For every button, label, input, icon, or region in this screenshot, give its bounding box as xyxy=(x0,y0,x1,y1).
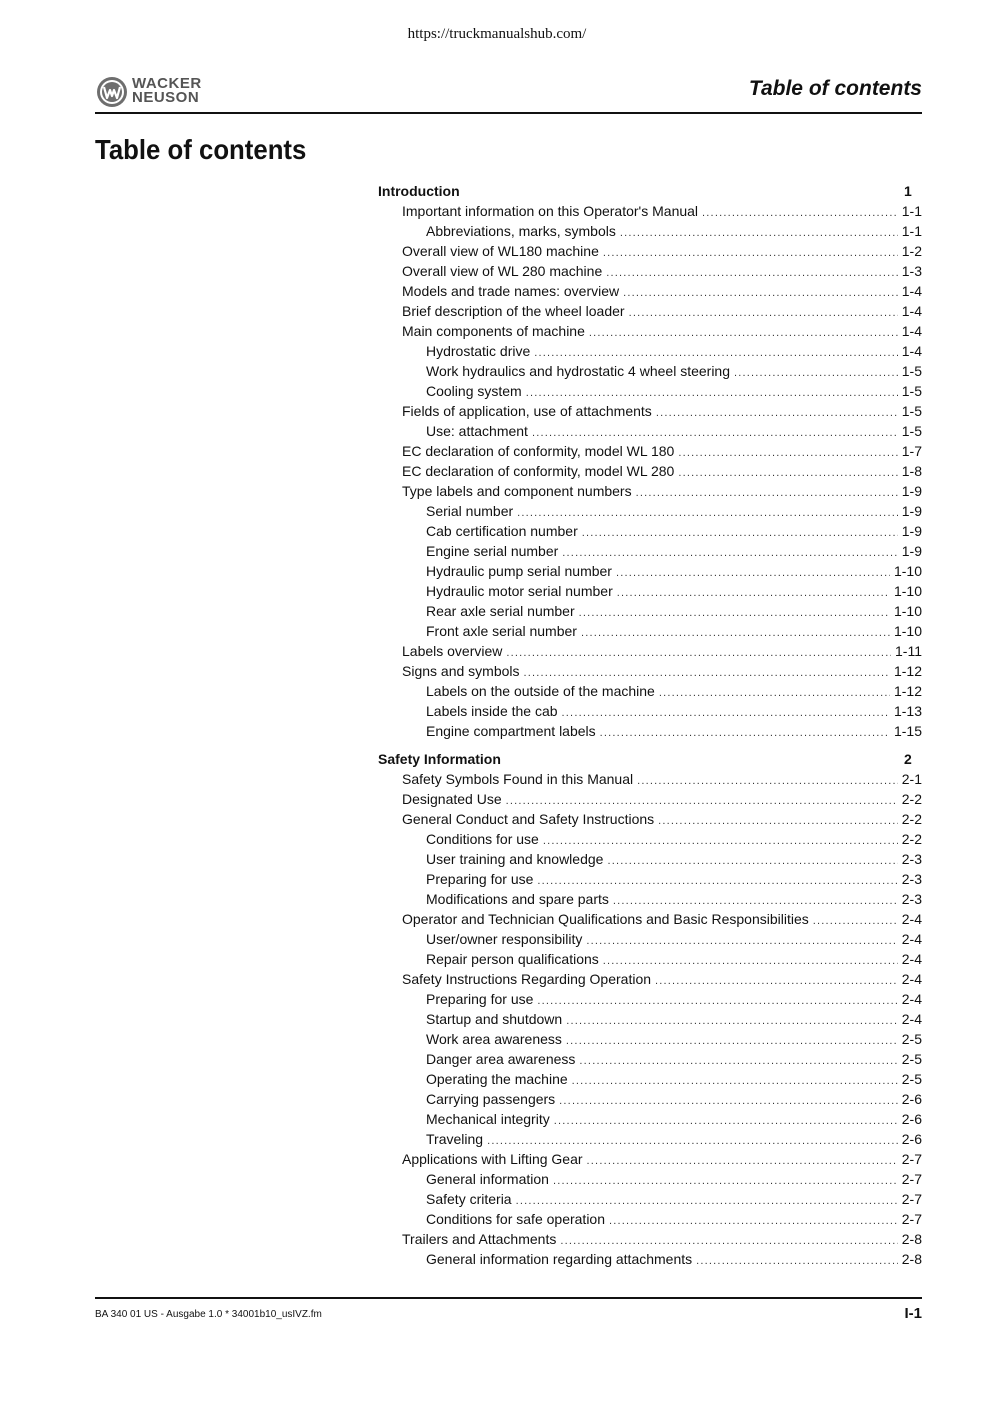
toc-entry-page: 2-4 xyxy=(901,931,922,947)
dot-leader xyxy=(537,871,897,889)
dot-leader xyxy=(587,1151,898,1169)
toc-entry-title: Designated Use xyxy=(402,791,502,807)
toc-entry-page: 1-4 xyxy=(901,303,922,319)
toc-entry[interactable] xyxy=(378,1209,922,1229)
toc-entry[interactable] xyxy=(378,421,922,441)
toc-entry-page: 1-4 xyxy=(901,323,922,339)
page-title: Table of contents xyxy=(95,134,307,165)
toc-entry-title: Safety Instructions Regarding Operation xyxy=(402,971,652,987)
toc-entry-title: Conditions for safe operation xyxy=(426,1211,605,1227)
toc-entry-title: General Conduct and Safety Instructions xyxy=(402,811,655,827)
toc-entry[interactable] xyxy=(378,1109,922,1129)
toc-entry-page: 1-8 xyxy=(901,463,922,479)
toc-entry-title: Preparing for use xyxy=(426,991,534,1007)
toc-entry[interactable] xyxy=(378,621,922,641)
source-url: https://truckmanualshub.com/ xyxy=(407,26,587,42)
dot-leader xyxy=(658,811,898,829)
dot-leader xyxy=(616,563,890,581)
toc-entry-page: 2-8 xyxy=(901,1251,922,1267)
toc-entry-title: Trailers and Attachments xyxy=(402,1231,557,1247)
toc-entry[interactable] xyxy=(378,501,922,521)
toc-entry-page: 2-1 xyxy=(901,771,922,787)
toc-entry[interactable] xyxy=(378,1089,922,1109)
dot-leader xyxy=(637,771,898,789)
toc-entry-page: 2-4 xyxy=(901,1011,922,1027)
toc-entry[interactable] xyxy=(378,681,922,701)
toc-entry-page: 1-9 xyxy=(901,523,922,539)
toc-entry-title: Conditions for use xyxy=(426,831,539,847)
toc-entry[interactable] xyxy=(378,241,922,261)
dot-leader xyxy=(506,791,898,809)
dot-leader xyxy=(517,503,898,521)
toc-entry-page: 1-10 xyxy=(893,583,922,599)
toc-entry-page: 2-2 xyxy=(901,811,922,827)
toc-entry-title: EC declaration of conformity, model WL 280 xyxy=(402,463,675,479)
toc-entry[interactable] xyxy=(378,461,922,481)
toc-entry[interactable] xyxy=(378,1249,922,1269)
toc-entry-page: 1-11 xyxy=(895,643,922,659)
toc-entry-title: Overall view of WL 280 machine xyxy=(402,263,603,279)
toc-entry-title: User training and knowledge xyxy=(426,851,604,867)
toc-entry-page: 1-15 xyxy=(893,723,922,739)
toc-entry-page: 1-1 xyxy=(901,203,922,219)
toc-entry-title: Safety criteria xyxy=(426,1191,512,1207)
dot-leader xyxy=(589,323,898,341)
toc-entry[interactable] xyxy=(378,221,922,241)
dot-leader xyxy=(702,203,898,221)
toc-entry[interactable] xyxy=(378,849,922,869)
toc-entry-page: 1-5 xyxy=(901,383,922,399)
toc-entry-page: 2-6 xyxy=(901,1111,922,1127)
toc-entry-title: EC declaration of conformity, model WL 180 xyxy=(402,443,675,459)
toc-entry[interactable] xyxy=(378,341,922,361)
toc-entry-title: Hydraulic motor serial number xyxy=(426,583,613,599)
dot-leader xyxy=(813,911,898,929)
toc-entry-page: 2-6 xyxy=(901,1131,922,1147)
toc-entry[interactable] xyxy=(378,869,922,889)
footer-rule xyxy=(95,1297,922,1299)
toc-entry[interactable] xyxy=(378,361,922,381)
toc-entry[interactable] xyxy=(378,521,922,541)
toc-entry[interactable] xyxy=(378,701,922,721)
toc-entry-title: Engine serial number xyxy=(426,543,559,559)
toc-entry[interactable] xyxy=(378,969,922,989)
toc-entry[interactable] xyxy=(378,929,922,949)
dot-leader xyxy=(560,1231,897,1249)
dot-leader xyxy=(487,1131,898,1149)
toc-entry[interactable] xyxy=(378,989,922,1009)
toc-entry-page: 1-12 xyxy=(893,683,922,699)
wacker-neuson-logo xyxy=(96,76,226,110)
toc-entry-page: 1-1 xyxy=(901,223,922,239)
dot-leader xyxy=(534,343,898,361)
toc-entry-title: Use: attachment xyxy=(426,423,528,439)
dot-leader xyxy=(524,663,890,681)
toc-entry-title: Engine compartment labels xyxy=(426,723,596,739)
footer-page-number: I-1 xyxy=(904,1305,922,1322)
logo-emblem-icon xyxy=(96,76,128,108)
toc-entry-title: Abbreviations, marks, symbols xyxy=(426,223,616,239)
dot-leader xyxy=(526,383,898,401)
dot-leader xyxy=(606,263,898,281)
toc-entry-page: 2-5 xyxy=(901,1031,922,1047)
toc-entry[interactable] xyxy=(378,829,922,849)
toc-entry-title: User/owner responsibility xyxy=(426,931,583,947)
toc-entry-page: 2-4 xyxy=(901,951,922,967)
header-title: Table of contents xyxy=(748,77,922,100)
toc-entry[interactable] xyxy=(378,201,922,221)
dot-leader xyxy=(696,1251,898,1269)
toc-entry-page: 2-2 xyxy=(901,831,922,847)
toc-entry-page: 2-7 xyxy=(901,1211,922,1227)
toc-section[interactable] xyxy=(378,181,922,201)
toc-entry-title: Startup and shutdown xyxy=(426,1011,563,1027)
toc-entry[interactable] xyxy=(378,481,922,501)
logo-text xyxy=(132,77,202,105)
toc-entry-title: Fields of application, use of attachments xyxy=(402,403,652,419)
toc-entry-page: 1-13 xyxy=(893,703,922,719)
toc-entry-page: 1-10 xyxy=(893,623,922,639)
dot-leader xyxy=(553,1171,898,1189)
dot-leader xyxy=(603,243,898,261)
toc-entry-page: 1-2 xyxy=(901,243,922,259)
dot-leader xyxy=(572,1071,898,1089)
toc-entry-title: Labels overview xyxy=(402,643,503,659)
dot-leader xyxy=(617,583,890,601)
toc-entry-page: 1-4 xyxy=(901,283,922,299)
toc-entry[interactable] xyxy=(378,1169,922,1189)
dot-leader xyxy=(603,951,898,969)
dot-leader xyxy=(581,623,890,641)
toc-entry-page: 1-5 xyxy=(901,403,922,419)
toc-entry[interactable] xyxy=(378,401,922,421)
toc-entry-page: 2-2 xyxy=(901,791,922,807)
toc-entry-title: Carrying passengers xyxy=(426,1091,556,1107)
toc-entry-title: General information xyxy=(426,1171,549,1187)
dot-leader xyxy=(636,483,898,501)
dot-leader xyxy=(678,463,897,481)
toc-entry[interactable] xyxy=(378,809,922,829)
toc-entry-page: 1-5 xyxy=(901,423,922,439)
toc-entry-page: 2-7 xyxy=(901,1171,922,1187)
toc-entry[interactable] xyxy=(378,1029,922,1049)
toc-entry-title: Work hydraulics and hydrostatic 4 wheel steering xyxy=(426,363,731,379)
toc-entry-title: Rear axle serial number xyxy=(426,603,575,619)
toc-entry[interactable] xyxy=(378,381,922,401)
toc-entry-title: Labels inside the cab xyxy=(426,703,558,719)
dot-leader xyxy=(609,1211,898,1229)
toc-entry-title: General information regarding attachments xyxy=(426,1251,693,1267)
toc-entry-page: 1-10 xyxy=(893,563,922,579)
toc-entry-page: 2-4 xyxy=(901,911,922,927)
toc-entry[interactable] xyxy=(378,261,922,281)
toc-entry-title: Main components of machine xyxy=(402,323,585,339)
toc-entry[interactable] xyxy=(378,581,922,601)
toc-entry-title: Signs and symbols xyxy=(402,663,520,679)
toc-entry[interactable] xyxy=(378,1189,922,1209)
dot-leader xyxy=(579,1051,897,1069)
toc-entry-page: 2-5 xyxy=(901,1051,922,1067)
toc-entry-page: 1-9 xyxy=(901,543,922,559)
dot-leader xyxy=(582,523,898,541)
toc-entry-page: 1-12 xyxy=(893,663,922,679)
toc-entry-page: 2-6 xyxy=(901,1091,922,1107)
toc-entry-page: 1-4 xyxy=(901,343,922,359)
toc-entry-title: Operating the machine xyxy=(426,1071,568,1087)
dot-leader xyxy=(532,423,898,441)
dot-leader xyxy=(566,1031,898,1049)
dot-leader xyxy=(655,971,898,989)
toc-entry-title: Front axle serial number xyxy=(426,623,577,639)
toc-section-number: 1 xyxy=(904,183,912,199)
toc-entry[interactable] xyxy=(378,541,922,561)
header-rule xyxy=(95,112,922,114)
toc-entry-title: Important information on this Operator's Manual xyxy=(402,203,699,219)
toc-entry[interactable] xyxy=(378,769,922,789)
toc-entry[interactable] xyxy=(378,1229,922,1249)
dot-leader xyxy=(562,543,897,561)
logo-line2: NEUSON xyxy=(132,89,200,106)
toc-entry-title: Safety Symbols Found in this Manual xyxy=(402,771,634,787)
dot-leader xyxy=(516,1191,898,1209)
dot-leader xyxy=(559,1091,898,1109)
dot-leader xyxy=(586,931,897,949)
dot-leader xyxy=(607,851,897,869)
toc-entry-title: Modifications and spare parts xyxy=(426,891,609,907)
table-of-contents xyxy=(378,181,922,1269)
toc-entry-title: Cab certification number xyxy=(426,523,578,539)
toc-entry-page: 2-8 xyxy=(901,1231,922,1247)
dot-leader xyxy=(543,831,898,849)
toc-entry[interactable] xyxy=(378,789,922,809)
toc-entry[interactable] xyxy=(378,949,922,969)
toc-entry-title: Overall view of WL180 machine xyxy=(402,243,599,259)
toc-entry-page: 2-5 xyxy=(901,1071,922,1087)
toc-entry-title: Applications with Lifting Gear xyxy=(402,1151,583,1167)
dot-leader xyxy=(678,443,897,461)
dot-leader xyxy=(629,303,898,321)
toc-entry-page: 2-3 xyxy=(901,851,922,867)
toc-entry-title: Mechanical integrity xyxy=(426,1111,550,1127)
toc-entry-page: 2-4 xyxy=(901,991,922,1007)
toc-entry[interactable] xyxy=(378,321,922,341)
toc-entry-title: Labels on the outside of the machine xyxy=(426,683,655,699)
logo-line1: WACKER xyxy=(132,75,202,92)
dot-leader xyxy=(600,723,890,741)
toc-entry-title: Preparing for use xyxy=(426,871,534,887)
dot-leader xyxy=(656,403,898,421)
toc-section-title: Introduction xyxy=(378,183,460,199)
toc-entry[interactable] xyxy=(378,641,922,661)
toc-entry[interactable] xyxy=(378,1049,922,1069)
toc-entry-page: 2-4 xyxy=(901,971,922,987)
toc-entry-title: Hydraulic pump serial number xyxy=(426,563,612,579)
toc-entry[interactable] xyxy=(378,909,922,929)
toc-entry-title: Operator and Technician Qualifications and Basic Responsibilities xyxy=(402,911,809,927)
toc-entry-title: Danger area awareness xyxy=(426,1051,576,1067)
footer-document-id: BA 340 01 US - Ausgabe 1.0 * 34001b10_usIVZ.fm xyxy=(95,1309,322,1320)
dot-leader xyxy=(623,283,898,301)
toc-entry-title: Repair person qualifications xyxy=(426,951,599,967)
toc-entry[interactable] xyxy=(378,721,922,741)
toc-entry-page: 2-7 xyxy=(901,1191,922,1207)
toc-entry-page: 1-3 xyxy=(901,263,922,279)
toc-entry-title: Hydrostatic drive xyxy=(426,343,531,359)
toc-section-number: 2 xyxy=(904,751,912,767)
toc-entry[interactable] xyxy=(378,1069,922,1089)
toc-entry-page: 1-9 xyxy=(901,483,922,499)
toc-entry[interactable] xyxy=(378,281,922,301)
toc-entry[interactable] xyxy=(378,1129,922,1149)
dot-leader xyxy=(659,683,890,701)
toc-entry-title: Cooling system xyxy=(426,383,522,399)
dot-leader xyxy=(566,1011,898,1029)
toc-entry-title: Brief description of the wheel loader xyxy=(402,303,625,319)
dot-leader xyxy=(620,223,898,241)
toc-entry-page: 2-7 xyxy=(901,1151,922,1167)
toc-entry-title: Serial number xyxy=(426,503,514,519)
toc-entry-page: 1-7 xyxy=(901,443,922,459)
toc-entry-title: Work area awareness xyxy=(426,1031,562,1047)
toc-entry[interactable] xyxy=(378,889,922,909)
toc-entry-title: Traveling xyxy=(426,1131,484,1147)
toc-entry[interactable] xyxy=(378,1149,922,1169)
toc-entry-page: 1-9 xyxy=(901,503,922,519)
dot-leader xyxy=(537,991,897,1009)
dot-leader xyxy=(554,1111,898,1129)
toc-entry[interactable] xyxy=(378,301,922,321)
dot-leader xyxy=(562,703,890,721)
toc-entry-page: 2-3 xyxy=(901,871,922,887)
toc-entry[interactable] xyxy=(378,441,922,461)
toc-section-title: Safety Information xyxy=(378,751,501,767)
toc-entry[interactable] xyxy=(378,561,922,581)
toc-entry-page: 2-3 xyxy=(901,891,922,907)
dot-leader xyxy=(734,363,898,381)
toc-entry[interactable] xyxy=(378,1009,922,1029)
toc-entry-title: Models and trade names: overview xyxy=(402,283,620,299)
toc-entry-page: 1-10 xyxy=(893,603,922,619)
dot-leader xyxy=(506,643,891,661)
toc-entry[interactable] xyxy=(378,661,922,681)
toc-entry-title: Type labels and component numbers xyxy=(402,483,632,499)
dot-leader xyxy=(613,891,898,909)
toc-section[interactable] xyxy=(378,749,922,769)
toc-entry[interactable] xyxy=(378,601,922,621)
dot-leader xyxy=(579,603,890,621)
toc-entry-page: 1-5 xyxy=(901,363,922,379)
